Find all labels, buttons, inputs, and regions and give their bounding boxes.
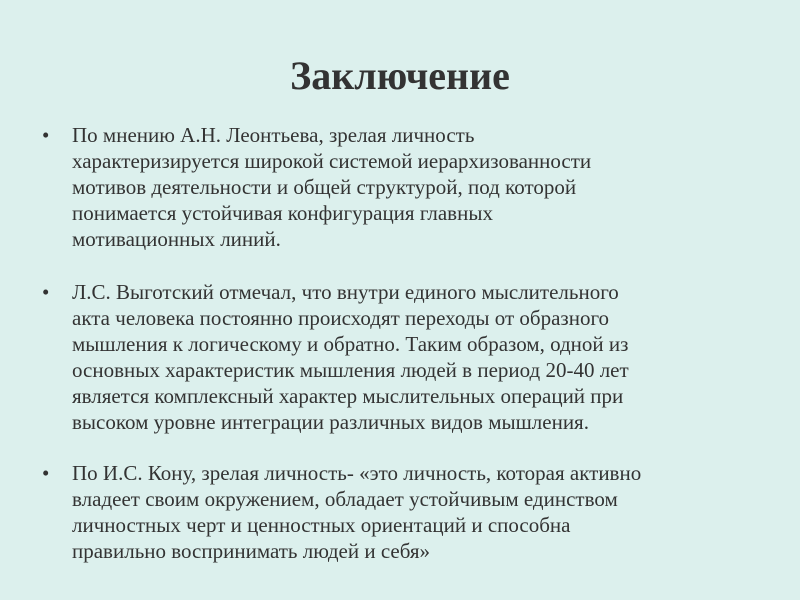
bullet-item-leontiev bbox=[42, 122, 762, 252]
bullet-line: правильно воспринимать людей и себя» bbox=[72, 539, 431, 563]
bullet-line: По И.С. Кону, зрелая личность- «это личность, которая активно bbox=[72, 461, 642, 485]
bullet-icon: • bbox=[42, 280, 50, 304]
bullet-line: основных характеристик мышления людей в период 20-40 лет bbox=[72, 358, 629, 382]
bullet-line: характеризируется широкой системой иерархизованности bbox=[72, 149, 592, 173]
bullet-line: высоком уровне интеграции различных видов мышления. bbox=[72, 410, 589, 434]
bullet-line: понимается устойчивая конфигурация главных bbox=[72, 201, 493, 225]
bullet-line: владеет своим окружением, обладает устойчивым единством bbox=[72, 487, 618, 511]
bullet-line: является комплексный характер мыслительных операций при bbox=[72, 384, 624, 408]
bullet-line: мотивационных линий. bbox=[72, 227, 281, 251]
bullet-line: По мнению А.Н. Леонтьева, зрелая личность bbox=[72, 123, 475, 147]
bullet-item-kon bbox=[42, 460, 762, 564]
bullet-item-vygotsky bbox=[42, 279, 762, 435]
slide-title: Заключение bbox=[290, 53, 510, 98]
bullet-line: мотивов деятельности и общей структурой, под которой bbox=[72, 175, 577, 199]
bullet-icon: • bbox=[42, 461, 50, 485]
bullet-line: мышления к логическому и обратно. Таким образом, одной из bbox=[72, 332, 629, 356]
bullet-line: акта человека постоянно происходят переходы от образного bbox=[72, 306, 610, 330]
bullet-line: Л.С. Выготский отмечал, что внутри единого мыслительного bbox=[72, 280, 619, 304]
bullet-line: личностных черт и ценностных ориентаций и способна bbox=[72, 513, 571, 537]
bullet-icon: • bbox=[42, 123, 50, 147]
